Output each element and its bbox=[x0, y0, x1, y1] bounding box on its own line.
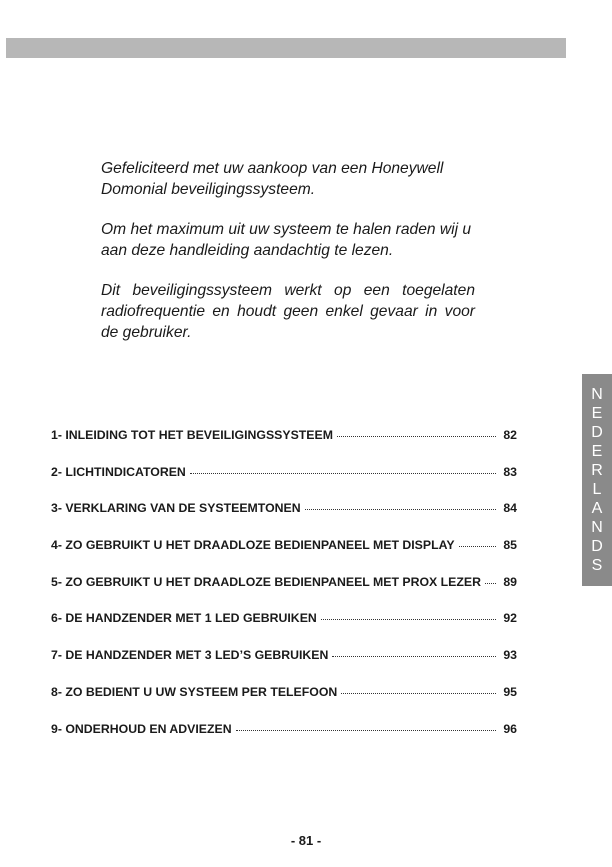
toc-leader-dots bbox=[485, 583, 496, 584]
toc-entry[interactable] bbox=[51, 685, 517, 722]
toc-entry[interactable] bbox=[51, 575, 517, 612]
toc-leader-dots bbox=[337, 436, 496, 437]
toc-entry-title: 9- ONDERHOUD EN ADVIEZEN bbox=[51, 721, 232, 736]
toc-entry-page: 84 bbox=[503, 501, 517, 516]
toc-entry-page: 85 bbox=[503, 538, 517, 553]
header-bar bbox=[6, 38, 566, 58]
toc-leader-dots bbox=[341, 693, 496, 694]
language-tab-letter: E bbox=[591, 405, 603, 422]
toc-entry[interactable] bbox=[51, 428, 517, 465]
toc-entry[interactable] bbox=[51, 465, 517, 502]
toc-leader-dots bbox=[190, 473, 496, 474]
toc-leader-dots bbox=[321, 619, 496, 620]
language-tab-letter: E bbox=[591, 443, 603, 460]
toc-entry-title: 7- DE HANDZENDER MET 3 LED’S GEBRUIKEN bbox=[51, 648, 329, 663]
toc-entry[interactable] bbox=[51, 501, 517, 538]
toc-entry-page: 89 bbox=[503, 574, 517, 589]
language-tab-letter: R bbox=[591, 462, 603, 479]
language-tab-letter: L bbox=[592, 481, 602, 498]
toc-entry-page: 96 bbox=[503, 721, 517, 736]
toc-leader-dots bbox=[459, 546, 496, 547]
toc-entry-page: 93 bbox=[503, 648, 517, 663]
language-tab-letter: D bbox=[591, 538, 603, 555]
toc-leader-dots bbox=[332, 656, 496, 657]
language-tab-letter: D bbox=[591, 424, 603, 441]
intro-paragraph-congratulations: Gefeliciteerd met uw aankoop van een Honeywell Domonial beveiligingssysteem. bbox=[101, 160, 444, 198]
language-tab-letter: N bbox=[591, 519, 603, 536]
language-tab bbox=[582, 374, 612, 586]
language-tab-letter: A bbox=[591, 500, 603, 517]
toc-entry-title: 4- ZO GEBRUIKT U HET DRAADLOZE BEDIENPANEEL MET DISPLAY bbox=[51, 538, 455, 553]
toc-entry[interactable] bbox=[51, 722, 517, 759]
toc-entry-page: 83 bbox=[503, 464, 517, 479]
language-tab-letter: S bbox=[591, 557, 603, 574]
toc-leader-dots bbox=[236, 730, 496, 731]
toc-entry-page: 92 bbox=[503, 611, 517, 626]
toc-entry-title: 6- DE HANDZENDER MET 1 LED GEBRUIKEN bbox=[51, 611, 317, 626]
toc-entry-page: 82 bbox=[503, 428, 517, 442]
toc-entry[interactable] bbox=[51, 648, 517, 685]
language-tab-letter: N bbox=[591, 386, 603, 403]
toc-entry-title: 2- LICHTINDICATOREN bbox=[51, 464, 186, 479]
toc-entry-title: 8- ZO BEDIENT U UW SYSTEEM PER TELEFOON bbox=[51, 684, 338, 699]
toc-entry[interactable] bbox=[51, 611, 517, 648]
toc-entry-title: 1- INLEIDING TOT HET BEVEILIGINGSSYSTEEM bbox=[51, 428, 333, 442]
table-of-contents bbox=[51, 428, 517, 758]
toc-entry[interactable] bbox=[51, 538, 517, 575]
intro-paragraph-radio: Dit beveiligingssysteem werkt op een toegelaten radiofrequentie en houdt geen enkel gevaar in voor de gebruiker. bbox=[101, 282, 475, 341]
page-number: - 81 - bbox=[290, 833, 322, 848]
toc-entry-title: 3- VERKLARING VAN DE SYSTEEMTONEN bbox=[51, 501, 301, 516]
intro-text bbox=[101, 158, 475, 362]
intro-paragraph-advice: Om het maximum uit uw systeem te halen raden wij u aan deze handleiding aandachtig te lezen. bbox=[101, 221, 472, 259]
toc-entry-title: 5- ZO GEBRUIKT U HET DRAADLOZE BEDIENPANEEL MET PROX LEZER bbox=[51, 574, 481, 589]
toc-leader-dots bbox=[305, 509, 496, 510]
toc-entry-page: 95 bbox=[503, 684, 517, 699]
